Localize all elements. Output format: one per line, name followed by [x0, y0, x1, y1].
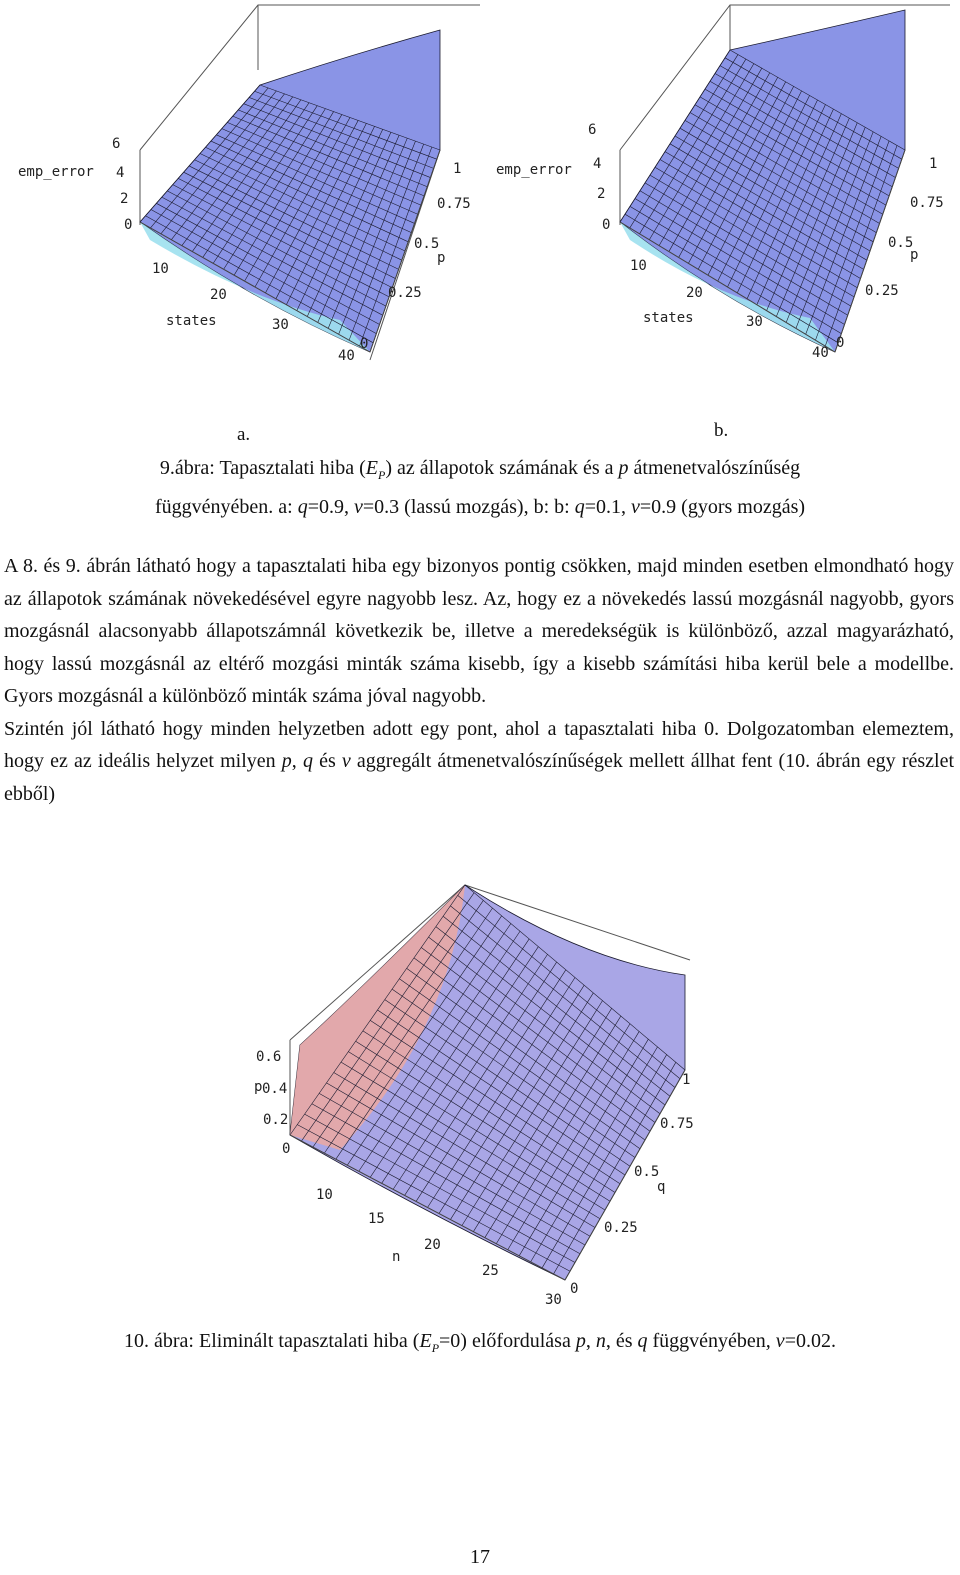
y-tick: 0: [570, 1281, 579, 1297]
figure-10: [220, 880, 740, 1310]
z-tick: 0.2: [263, 1112, 289, 1128]
x-tick: 25: [482, 1263, 499, 1279]
page-number: 17: [470, 1546, 490, 1568]
x-tick: 30: [545, 1292, 562, 1308]
x-tick: 30: [746, 314, 763, 330]
z-tick: 6: [588, 122, 597, 138]
x-tick: 10: [316, 1187, 333, 1203]
x-axis-label: states: [166, 313, 217, 329]
x-tick: 15: [368, 1211, 385, 1227]
x-tick: 20: [686, 285, 703, 301]
figure-10-caption: 10. ábra: Eliminált tapasztalati hiba $(E_P=0)$ előfordulása p, n, és q függvényében, v=0.02.: [124, 1330, 836, 1355]
y-tick: 0.75: [437, 196, 471, 212]
y-axis-label: q: [657, 1179, 666, 1195]
z-tick: 0: [124, 217, 133, 233]
panel-b-letter: b.: [714, 420, 729, 441]
paragraph-1: A 8. és 9. ábrán látható hogy a tapasztalati hiba egy bizonyos pontig csökken, majd minden esetben elmondható hogy az állapotok számának növekedésével egyre nagyobb lesz. Az, hogy ez a növekedés lassú mozgásnál nagyobb, gyors mozgásnál alacsonyabb állapotszámnál következik be, illetve a meredekségük is különböző, azzal magyarázható, hogy lassú mozgásnál az eltérő mozgási minták száma kisebb, így a kisebb számítási hiba kerül bele a modellbe. Gyors mozgásnál a különböző minták száma jóval nagyobb.: [4, 555, 954, 707]
z-tick: 6: [112, 136, 121, 152]
figure-9-caption-line2: függvényében. a: q=0.9, v=0.3 (lassú mozgás), b: b: q=0.1, v=0.9 (gyors mozgás): [154, 496, 806, 518]
panel-a-letter: a.: [237, 424, 251, 445]
y-tick: 0: [360, 336, 369, 352]
surface-plot-9b: [480, 0, 960, 380]
y-tick: 0.75: [910, 195, 944, 211]
z-axis-label: p: [254, 1079, 263, 1095]
z-tick: 0.4: [262, 1081, 288, 1097]
z-tick: 0: [602, 217, 611, 233]
x-axis-label: n: [392, 1249, 401, 1265]
y-axis-label: p: [910, 247, 919, 263]
y-tick: 0.25: [865, 283, 899, 299]
figure-9-caption: [0, 452, 960, 523]
x-tick: 10: [152, 261, 169, 277]
y-tick: 0.75: [660, 1116, 694, 1132]
z-tick: 4: [116, 165, 125, 181]
paragraph-2: Szintén jól látható hogy minden helyzetben adott egy pont, ahol a tapasztalati hiba 0. Dolgozatomban elemeztem, hogy ez az ideális helyzet milyen p, q és v aggregált átmenetvalószínűségek mellett állhat fent (10. ábrán egy részlet ebből): [4, 717, 955, 805]
y-tick: 0.5: [414, 236, 440, 252]
z-tick: 0: [282, 1141, 291, 1157]
z-tick: 4: [593, 156, 602, 172]
x-tick: 30: [272, 317, 289, 333]
x-tick: 40: [338, 348, 355, 364]
x-tick: 20: [210, 287, 227, 303]
body-text: [4, 550, 954, 810]
y-tick: 0.25: [604, 1220, 638, 1236]
y-tick: 0: [836, 335, 845, 351]
z-axis-label: emp_error: [18, 164, 94, 180]
surface-body: [620, 10, 905, 352]
figure-9b: [480, 0, 960, 380]
z-tick: 0.6: [256, 1049, 282, 1065]
figure-9a: [0, 0, 480, 380]
y-tick: 0.5: [634, 1164, 660, 1180]
y-axis-label: p: [437, 250, 446, 266]
y-tick: 1: [929, 156, 938, 172]
y-tick: 1: [453, 161, 462, 177]
figure-9-caption-line1: 9.ábra: Tapasztalati hiba $(E_P)$ az állapotok számának és a p átmenetvalószínűség: [159, 457, 801, 482]
y-tick: 1: [682, 1072, 691, 1088]
surface-plot-9a: [0, 0, 480, 380]
x-tick: 10: [630, 258, 647, 274]
z-tick: 2: [120, 191, 129, 207]
z-tick: 2: [597, 186, 606, 202]
y-tick: 0.5: [888, 235, 914, 251]
x-tick: 40: [812, 345, 829, 361]
y-tick: 0.25: [388, 285, 422, 301]
z-axis-label: emp_error: [496, 162, 572, 178]
surface-plot-10: [220, 880, 740, 1310]
x-axis-label: states: [643, 310, 694, 326]
x-tick: 20: [424, 1237, 441, 1253]
